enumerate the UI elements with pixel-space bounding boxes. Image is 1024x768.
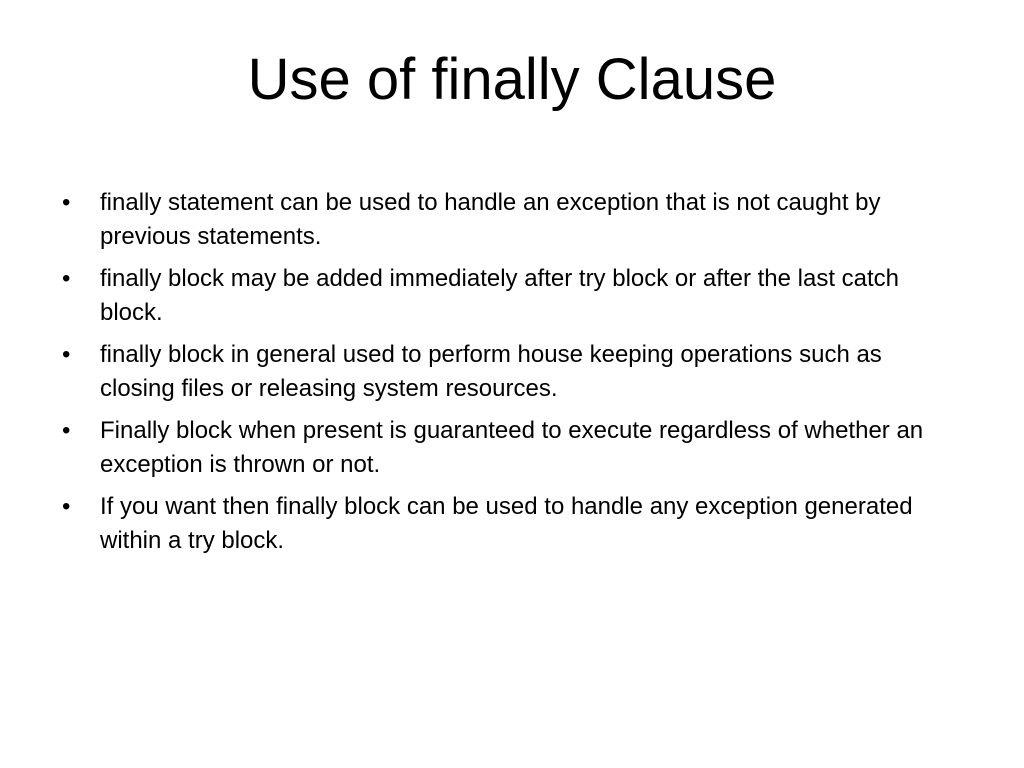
bullet-text: finally block in general used to perform house keeping operations such as closing files or releasing system resources.	[100, 341, 882, 402]
list-item	[62, 414, 962, 482]
bullet-text: finally block may be added immediately after try block or after the last catch block.	[100, 265, 900, 326]
bullet-list	[62, 186, 962, 566]
bullet-text: Finally block when present is guaranteed to execute regardless of whether an exception is thrown or not.	[100, 417, 924, 478]
list-item	[62, 490, 962, 558]
bullet-text: finally statement can be used to handle an exception that is not caught by previous statements.	[100, 189, 881, 250]
bullet-icon: •	[62, 417, 71, 444]
slide-title: Use of finally Clause	[247, 47, 777, 112]
list-item	[62, 262, 962, 330]
bullet-text: If you want then finally block can be used to handle any exception generated within a try block.	[100, 493, 913, 554]
list-item	[62, 338, 962, 406]
list-item	[62, 186, 962, 254]
bullet-icon: •	[62, 493, 71, 520]
bullet-icon: •	[62, 189, 71, 216]
bullet-icon: •	[62, 341, 71, 368]
bullet-icon: •	[62, 265, 71, 292]
